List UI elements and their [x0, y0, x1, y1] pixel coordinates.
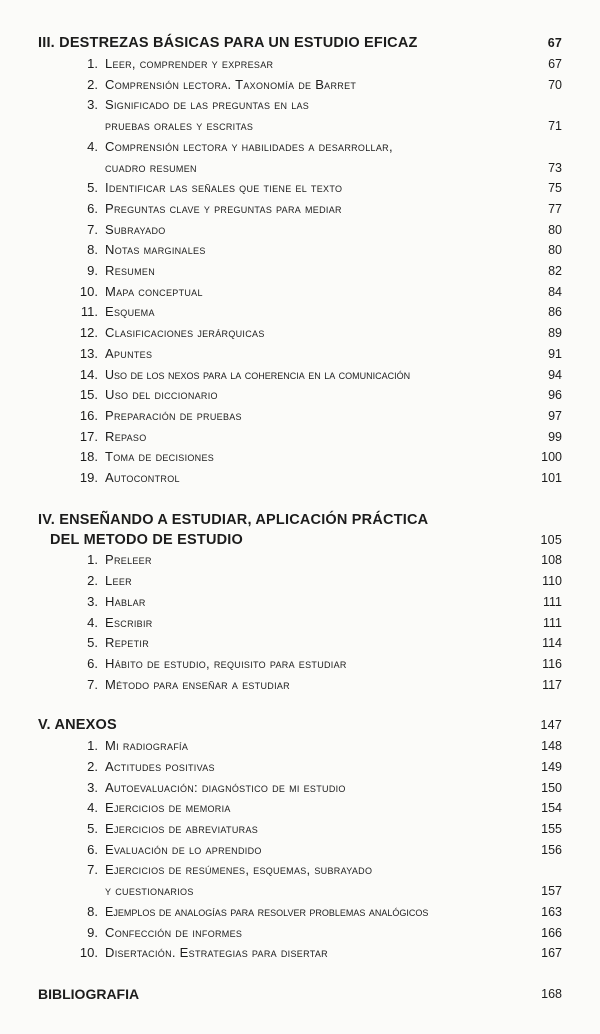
entry-number: 3.	[87, 780, 98, 795]
entry-page: 110	[542, 574, 562, 588]
toc-entry	[0, 902, 600, 922]
entry-page: 77	[548, 202, 562, 216]
toc-entry	[0, 95, 600, 115]
entry-page: 108	[541, 553, 562, 567]
section-page: 67	[547, 36, 562, 50]
entry-title: Repetir	[105, 635, 149, 650]
toc-entry	[0, 137, 600, 157]
entry-number: 18.	[79, 449, 98, 464]
entry-number: 5.	[87, 821, 98, 836]
entry-number: 6.	[87, 842, 98, 857]
entry-page: 67	[548, 57, 562, 71]
toc-entry	[0, 178, 600, 198]
entry-title: Ejercicios de resúmenes, esquemas, subrayado	[105, 862, 373, 877]
entry-title: Ejercicios de abreviaturas	[105, 821, 259, 836]
toc-entry	[0, 860, 600, 880]
section-title: III. DESTREZAS BÁSICAS PARA UN ESTUDIO EFICAZ	[38, 35, 418, 51]
entry-number: 11.	[80, 304, 98, 319]
entry-number: 14.	[79, 367, 98, 382]
entry-title: Hábito de estudio, requisito para estudiar	[105, 656, 347, 671]
entry-title: Toma de decisiones	[105, 449, 215, 464]
section-heading	[0, 33, 600, 53]
toc-entry-continuation	[0, 116, 600, 136]
entry-title: Preparación de pruebas	[105, 408, 242, 423]
entry-title: Apuntes	[105, 346, 153, 361]
entry-page: 73	[548, 161, 562, 175]
entry-title-continuation: y cuestionarios	[105, 883, 194, 898]
entry-number: 19.	[79, 470, 98, 485]
entry-title: Preleer	[105, 552, 152, 567]
toc-entry	[0, 365, 600, 385]
bibliography-heading	[0, 984, 600, 1004]
entry-number: 6.	[87, 656, 98, 671]
entry-title: Identificar las señales que tiene el texto	[105, 180, 343, 195]
toc-entry	[0, 840, 600, 860]
entry-page: 156	[541, 843, 562, 857]
entry-number: 8.	[87, 242, 98, 257]
toc-entry	[0, 654, 600, 674]
entry-number: 9.	[87, 263, 98, 278]
entry-title: Hablar	[105, 594, 146, 609]
toc-entry	[0, 757, 600, 777]
entry-title: Uso de los nexos para la coherencia en la comunicación	[105, 368, 411, 382]
entry-page: 84	[548, 285, 562, 299]
entry-title: Escribir	[105, 615, 153, 630]
toc-entry	[0, 282, 600, 302]
entry-title: Repaso	[105, 429, 147, 444]
toc-entry	[0, 571, 600, 591]
toc-entry	[0, 344, 600, 364]
entry-number: 10.	[79, 945, 98, 960]
entry-title: Autoevaluación: diagnóstico de mi estudio	[105, 780, 346, 795]
entry-page: 101	[541, 471, 562, 485]
entry-title: Confección de informes	[105, 925, 243, 940]
entry-page: 89	[548, 326, 562, 340]
entry-title: Comprensión lectora y habilidades a desarrollar,	[105, 139, 393, 154]
entry-title: Leer, comprender y expresar	[105, 56, 274, 71]
toc-entry-continuation	[0, 158, 600, 178]
entry-number: 15.	[79, 387, 98, 402]
toc-entry	[0, 220, 600, 240]
entry-page: 114	[542, 636, 562, 650]
toc-entry	[0, 323, 600, 343]
toc-entry	[0, 447, 600, 467]
toc-entry	[0, 261, 600, 281]
toc-entry	[0, 819, 600, 839]
entry-title: Comprensión lectora. Taxonomía de Barret	[105, 77, 357, 92]
entry-number: 16.	[79, 408, 98, 423]
entry-page: 111	[542, 595, 562, 609]
entry-page: 157	[541, 884, 562, 898]
entry-number: 17.	[79, 429, 98, 444]
entry-page: 150	[541, 781, 562, 795]
bibliography-title: BIBLIOGRAFIA	[38, 986, 140, 1002]
entry-title: Resumen	[105, 263, 155, 278]
entry-page: 70	[548, 78, 562, 92]
entry-number: 3.	[87, 594, 98, 609]
entry-page: 111	[542, 616, 562, 630]
section-title: V. ANEXOS	[38, 717, 117, 733]
entry-number: 4.	[87, 615, 98, 630]
entry-number: 1.	[87, 56, 98, 71]
toc-entry-continuation	[0, 881, 600, 901]
entry-title: Uso del diccionario	[105, 387, 218, 402]
entry-title: Evaluación de lo aprendido	[105, 842, 262, 857]
toc-entry	[0, 633, 600, 653]
entry-page: 71	[548, 119, 562, 133]
entry-page: 97	[548, 409, 562, 423]
entry-title: Actitudes positivas	[105, 759, 215, 774]
entry-page: 86	[548, 305, 562, 319]
entry-page: 117	[542, 678, 562, 692]
entry-number: 4.	[87, 800, 98, 815]
entry-title-continuation: cuadro resumen	[105, 160, 197, 175]
entry-title: Significado de las preguntas en las	[105, 97, 310, 112]
entry-number: 2.	[87, 77, 98, 92]
entry-title: Clasificaciones jerárquicas	[105, 325, 265, 340]
entry-page: 154	[541, 801, 562, 815]
entry-number: 9.	[87, 925, 98, 940]
toc-entry	[0, 240, 600, 260]
toc-entry	[0, 550, 600, 570]
toc-entry	[0, 675, 600, 695]
toc-entry	[0, 778, 600, 798]
toc-entry	[0, 385, 600, 405]
entry-page: 166	[541, 926, 562, 940]
section-heading	[0, 510, 600, 530]
entry-title: Mapa conceptual	[105, 284, 203, 299]
entry-number: 13.	[79, 346, 98, 361]
toc-entry	[0, 199, 600, 219]
entry-page: 99	[548, 430, 562, 444]
entry-number: 6.	[87, 201, 98, 216]
toc-entry	[0, 468, 600, 488]
entry-title: Subrayado	[105, 222, 166, 237]
entry-title: Notas marginales	[105, 242, 206, 257]
entry-title: Preguntas clave y preguntas para mediar	[105, 201, 342, 216]
section-heading-continuation	[0, 530, 600, 550]
toc-entry	[0, 592, 600, 612]
entry-number: 3.	[87, 97, 98, 112]
toc-entry	[0, 427, 600, 447]
entry-number: 1.	[87, 552, 98, 567]
entry-title: Disertación. Estrategias para disertar	[105, 945, 328, 960]
section-title-continuation: DEL METODO DE ESTUDIO	[50, 532, 243, 548]
entry-page: 94	[548, 368, 562, 382]
section-title: IV. ENSEÑANDO A ESTUDIAR, APLICACIÓN PRÁCTICA	[38, 512, 429, 528]
entry-number: 10.	[79, 284, 98, 299]
entry-number: 4.	[87, 139, 98, 154]
toc-entry	[0, 406, 600, 426]
entry-title: Autocontrol	[105, 470, 180, 485]
entry-page: 116	[542, 657, 562, 671]
entry-title: Esquema	[105, 304, 155, 319]
entry-title: Método para enseñar a estudiar	[105, 677, 290, 692]
entry-page: 75	[548, 181, 562, 195]
toc-entry	[0, 923, 600, 943]
entry-page: 167	[541, 946, 562, 960]
section-page: 147	[540, 718, 562, 732]
entry-page: 163	[541, 905, 562, 919]
entry-number: 8.	[87, 904, 98, 919]
entry-page: 148	[541, 739, 562, 753]
entry-title: Ejercicios de memoria	[105, 800, 231, 815]
entry-number: 1.	[87, 738, 98, 753]
toc-entry	[0, 798, 600, 818]
entry-page: 149	[541, 760, 562, 774]
toc-entry	[0, 943, 600, 963]
toc-entry	[0, 54, 600, 74]
toc-entry	[0, 736, 600, 756]
entry-page: 100	[541, 450, 562, 464]
entry-page: 80	[548, 223, 562, 237]
section-page: 105	[540, 533, 562, 547]
entry-page: 91	[548, 347, 562, 361]
toc-entry	[0, 302, 600, 322]
entry-number: 7.	[87, 862, 98, 877]
entry-number: 7.	[87, 677, 98, 692]
entry-page: 155	[541, 822, 562, 836]
entry-number: 5.	[87, 635, 98, 650]
toc-entry	[0, 75, 600, 95]
section-heading	[0, 715, 600, 735]
entry-title: Mi radiografía	[105, 738, 189, 753]
entry-page: 96	[548, 388, 562, 402]
entry-number: 2.	[87, 573, 98, 588]
entry-number: 7.	[87, 222, 98, 237]
entry-title: Leer	[105, 573, 132, 588]
entry-page: 82	[548, 264, 562, 278]
bibliography-page: 168	[541, 987, 562, 1001]
entry-title: Ejemplos de analogías para resolver problemas analógicos	[105, 905, 429, 919]
toc-entry	[0, 613, 600, 633]
entry-page: 80	[548, 243, 562, 257]
entry-title-continuation: pruebas orales y escritas	[105, 118, 254, 133]
entry-number: 12.	[79, 325, 98, 340]
entry-number: 2.	[87, 759, 98, 774]
entry-number: 5.	[87, 180, 98, 195]
